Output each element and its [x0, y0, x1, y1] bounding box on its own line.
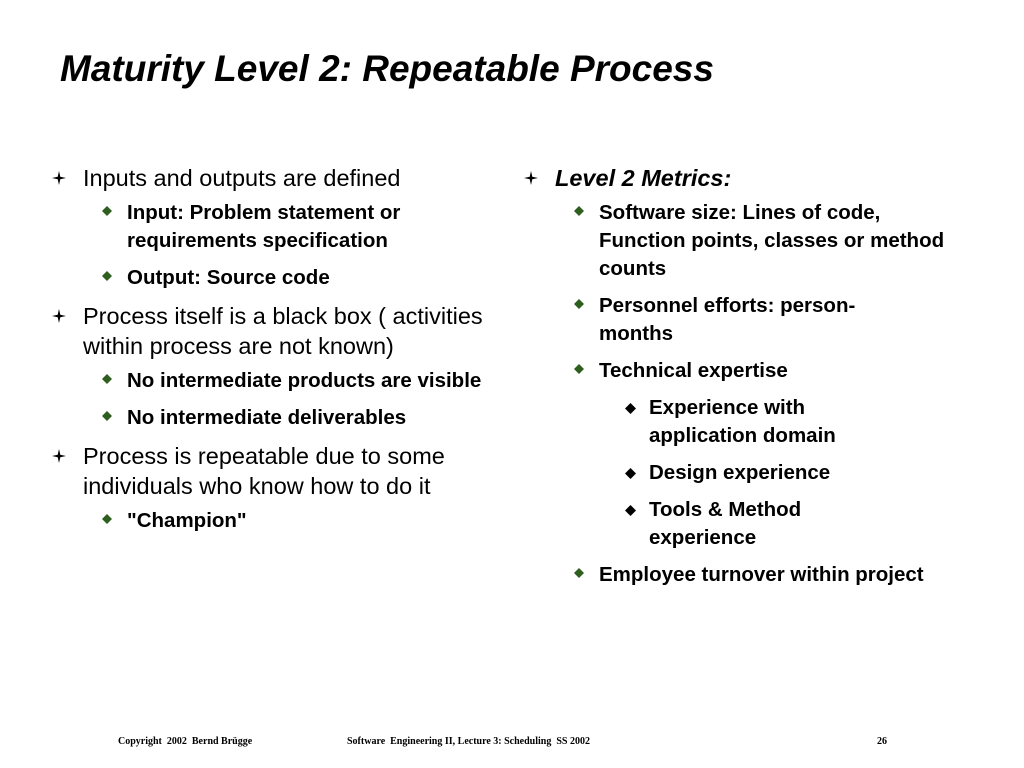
sub-sub-bullet-tools	[522, 496, 879, 552]
bullet-text: Inputs and outputs are defined	[83, 165, 401, 191]
slide-title: Maturity Level 2: Repeatable Process	[60, 48, 714, 89]
sub-bullet-text: No intermediate products are visible	[127, 369, 482, 392]
bullet-text: Level 2 Metrics:	[555, 165, 732, 191]
sub-sub-bullet-text: Design experience	[649, 461, 831, 484]
sub-bullet-employee-turnover	[522, 561, 929, 589]
sub-bullet-text: Employee turnover within project	[599, 563, 924, 586]
diamond-bullet-icon	[625, 468, 636, 479]
bullet-repeatable	[50, 441, 453, 501]
sub-bullet-text: Software size: Lines of code, Function points, classes or method counts	[599, 201, 945, 280]
sub-sub-bullet-experience	[522, 394, 899, 450]
bullet-text: Process is repeatable due to some individuals who know how to do it	[83, 443, 445, 499]
diamond-bullet-icon	[102, 271, 112, 281]
sub-bullet-input	[50, 199, 487, 255]
footer-course: Software Engineering II, Lecture 3: Scheduling SS 2002	[347, 736, 590, 747]
diamond-bullet-icon	[102, 374, 112, 384]
diamond-bullet-icon	[574, 568, 584, 578]
bullet-text: Process itself is a black box ( activities within process are not known)	[83, 303, 483, 359]
sub-bullet-text: No intermediate deliverables	[127, 406, 407, 429]
sub-bullet-output	[50, 264, 500, 292]
diamond-bullet-icon	[625, 403, 636, 414]
four-point-star-bullet-icon	[524, 171, 538, 185]
sub-bullet-technical-expertise	[522, 357, 972, 385]
footer-page-number: 26	[877, 736, 887, 747]
diamond-bullet-icon	[574, 206, 584, 216]
four-point-star-bullet-icon	[52, 309, 66, 323]
bullet-level2-metrics	[522, 163, 972, 193]
sub-sub-bullet-text: Tools & Method experience	[649, 498, 802, 549]
diamond-bullet-icon	[574, 299, 584, 309]
four-point-star-bullet-icon	[52, 449, 66, 463]
sub-bullet-no-intermediate-products	[50, 367, 497, 395]
diamond-bullet-icon	[574, 364, 584, 374]
sub-bullet-text: Technical expertise	[599, 359, 788, 382]
sub-bullet-champion	[50, 507, 500, 535]
sub-bullet-personnel-efforts	[522, 292, 929, 348]
bullet-black-box	[50, 301, 483, 361]
sub-sub-bullet-text: Experience with application domain	[649, 396, 836, 447]
four-point-star-bullet-icon	[52, 171, 66, 185]
left-column	[50, 163, 500, 544]
sub-bullet-text: "Champion"	[127, 509, 247, 532]
sub-bullet-no-intermediate-deliverables	[50, 404, 507, 432]
diamond-bullet-icon	[102, 514, 112, 524]
diamond-bullet-icon	[102, 411, 112, 421]
right-column	[522, 163, 972, 598]
diamond-bullet-icon	[625, 505, 636, 516]
sub-bullet-text: Input: Problem statement or requirements specification	[127, 201, 401, 252]
sub-bullet-text: Output: Source code	[127, 266, 330, 289]
footer-copyright: Copyright 2002 Bernd Brügge	[118, 736, 253, 747]
sub-bullet-software-size	[522, 199, 959, 283]
sub-bullet-text: Personnel efforts: person-months	[599, 294, 856, 345]
sub-sub-bullet-design	[522, 459, 972, 487]
bullet-inputs-outputs	[50, 163, 500, 193]
diamond-bullet-icon	[102, 206, 112, 216]
